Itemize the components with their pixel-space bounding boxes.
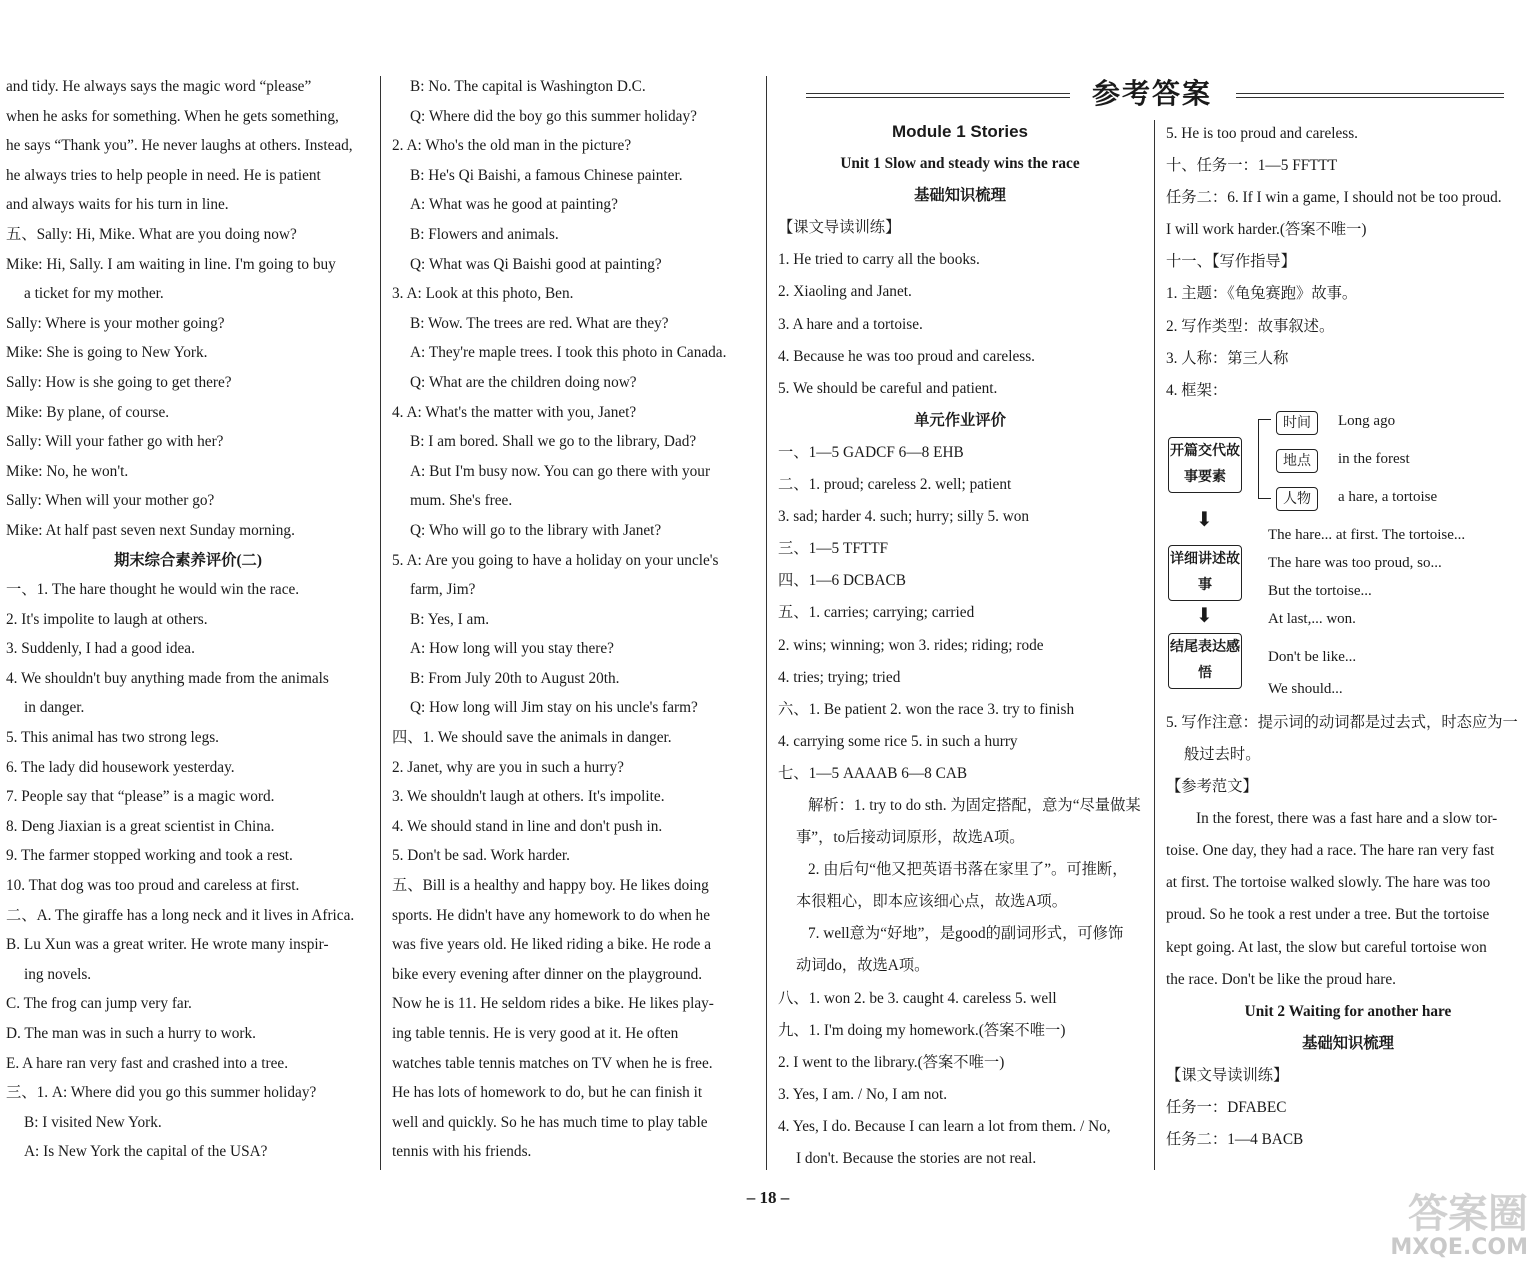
- text-line: 5. He is too proud and careless.: [1166, 125, 1359, 142]
- text-line: B: Flowers and animals.: [410, 225, 559, 243]
- text-line: E. A hare ran very fast and crashed into a tree.: [6, 1054, 289, 1072]
- text-line: ing novels.: [24, 965, 92, 983]
- text-line: 期末综合素养评价(二): [114, 551, 262, 569]
- text-line: 3. Yes, I am. / No, I am not.: [778, 1085, 948, 1103]
- text-line: 4. 框架：: [1166, 381, 1228, 399]
- framework-brace: [1258, 419, 1271, 499]
- text-line: 7. People say that “please” is a magic word.: [6, 788, 275, 806]
- framework-tag-text: in the forest: [1338, 450, 1410, 467]
- text-line: 4. We should stand in line and don't push in.: [392, 817, 663, 835]
- section-title: 基础知识梳理: [1302, 1034, 1394, 1052]
- text-line: 5. 写作注意：提示词的动词都是过去式，时态应为一: [1166, 713, 1518, 731]
- text-line: 2. A: Who's the old man in the picture?: [392, 137, 632, 155]
- text-line: 动词do，故选A项。: [796, 957, 930, 975]
- text-line: Mike: She is going to New York.: [6, 344, 208, 362]
- text-line: 任务一：DFABEC: [1166, 1098, 1287, 1116]
- text-line: In the forest, there was a fast hare and a slow tor-: [1196, 810, 1498, 828]
- text-line: 2. It's impolite to laugh at others.: [6, 610, 208, 628]
- text-line: 任务二：1—4 BACB: [1166, 1131, 1304, 1149]
- unit-title: Unit 1 Slow and steady wins the race: [840, 155, 1080, 173]
- framework-ending-text: Don't be like...: [1268, 648, 1357, 665]
- text-line: and tidy. He always says the magic word “please”: [6, 78, 312, 95]
- text-line: 三、1. A: Where did you go this summer holiday?: [6, 1084, 317, 1102]
- text-line: 3. Suddenly, I had a good idea.: [6, 640, 195, 658]
- text-line: A: They're maple trees. I took this photo in Canada.: [410, 344, 727, 362]
- text-line: 4. carrying some rice 5. in such a hurry: [778, 732, 1018, 750]
- text-line: 5. This animal has two strong legs.: [6, 729, 220, 747]
- framework-body-text: The hare was too proud, so...: [1268, 554, 1442, 571]
- text-line: Q: How long will Jim stay on his uncle's farm?: [410, 699, 698, 717]
- text-line: B. Lu Xun was a great writer. He wrote many inspir-: [6, 936, 329, 954]
- text-line: mum. She's free.: [410, 492, 513, 510]
- framework-body-text: At last,... won.: [1268, 610, 1356, 627]
- text-line: 五、Sally: Hi, Mike. What are you doing now?: [6, 225, 297, 243]
- text-line: at first. The tortoise walked slowly. The hare was too: [1166, 874, 1491, 892]
- text-line: in danger.: [24, 699, 85, 717]
- text-line: tennis with his friends.: [392, 1143, 532, 1161]
- column-3: [778, 116, 1142, 1175]
- text-line: 5. Don't be sad. Work harder.: [392, 847, 570, 865]
- text-line: 4. tries; trying; tried: [778, 668, 901, 686]
- watermark-logo: [1390, 1192, 1528, 1260]
- text-line: 九、1. I'm doing my homework.(答案不唯一): [778, 1021, 1066, 1039]
- text-line: 八、1. won 2. be 3. caught 4. careless 5. well: [778, 989, 1057, 1007]
- down-arrow-icon: ⬇: [1196, 506, 1213, 531]
- text-line: 七、1—5 AAAAB 6—8 CAB: [778, 764, 968, 782]
- text-line: 【参考范文】: [1166, 778, 1258, 796]
- text-line: watches table tennis matches on TV when he is free.: [392, 1054, 713, 1072]
- text-line: ing table tennis. He is very good at it. He often: [392, 1025, 679, 1042]
- text-line: he always tries to help people in need. He is patient: [6, 166, 321, 184]
- text-line: B: I am bored. Shall we go to the library, Dad?: [410, 433, 697, 451]
- text-line: 1. 主题：《龟兔赛跑》故事。: [1166, 285, 1358, 303]
- text-line: C. The frog can jump very far.: [6, 995, 192, 1013]
- module-title: Module 1 Stories: [891, 122, 1029, 141]
- framework-box-ending: 结尾表达感悟: [1168, 633, 1242, 689]
- answer-header: [800, 74, 1504, 114]
- text-line: 2. 由后句“他又把英语书落在家里了”。可推断，: [808, 861, 1128, 879]
- text-line: 1. He tried to carry all the books.: [778, 251, 980, 269]
- down-arrow-icon: ⬇: [1196, 602, 1213, 627]
- text-line: 10. That dog was too proud and careless at first.: [6, 877, 300, 895]
- header-title: 参考答案: [1091, 77, 1212, 110]
- text-line: 四、1. We should save the animals in danger.: [392, 729, 672, 747]
- text-line: Q: What are the children doing now?: [410, 373, 637, 391]
- text-line: 本很粗心，即本应该细心点，故选A项。: [796, 893, 1068, 911]
- text-line: 3. 人称：第三人称: [1166, 349, 1289, 367]
- text-line: a ticket for my mother.: [24, 285, 164, 303]
- text-line: He has lots of homework to do, but he can finish it: [392, 1084, 703, 1102]
- unit-title: Unit 2 Waiting for another hare: [1244, 1002, 1452, 1020]
- text-line: 9. The farmer stopped working and took a rest.: [6, 847, 293, 865]
- text-line: he says “Thank you”. He never laughs at others. Instead,: [6, 137, 353, 155]
- text-line: kept going. At last, the slow but careful tortoise won: [1166, 938, 1487, 956]
- text-line: Q: Who will go to the library with Janet?: [410, 521, 662, 539]
- text-line: 三、1—5 TFTTF: [778, 540, 889, 558]
- text-line: Q: Where did the boy go this summer holiday?: [410, 107, 697, 125]
- column-1: [6, 72, 370, 1167]
- text-line: 般过去时。: [1184, 745, 1261, 763]
- text-line: the race. Don't be like the proud hare.: [1166, 970, 1396, 988]
- text-line: A: But I'm busy now. You can go there with your: [410, 462, 711, 480]
- text-line: 十一、【写作指导】: [1166, 253, 1297, 271]
- text-line: proud. So he took a rest under a tree. But the tortoise: [1166, 906, 1490, 924]
- text-line: 5. We should be careful and patient.: [778, 379, 998, 397]
- column-2: [392, 72, 756, 1167]
- text-line: 3. A hare and a tortoise.: [778, 315, 923, 333]
- text-line: 五、1. carries; carrying; carried: [778, 604, 975, 622]
- section-title: 基础知识梳理: [914, 187, 1006, 205]
- text-line: 四、1—6 DCBACB: [778, 572, 906, 590]
- text-line: Sally: Where is your mother going?: [6, 314, 225, 332]
- text-line: bike every evening after dinner on the playground.: [392, 965, 703, 983]
- section-title: 单元作业评价: [914, 411, 1006, 429]
- framework-tag-text: Long ago: [1338, 412, 1396, 429]
- text-line: 3. A: Look at this photo, Ben.: [392, 285, 574, 303]
- text-line: Sally: When will your mother go?: [6, 492, 215, 510]
- text-line: was five years old. He liked riding a bike. He rode a: [392, 936, 712, 954]
- watermark-url: MXQE.COM: [1390, 1235, 1528, 1260]
- text-line: well and quickly. So he has much time to play table: [392, 1113, 708, 1131]
- text-line: 8. Deng Jiaxian is a great scientist in China.: [6, 817, 275, 835]
- text-line: Sally: Will your father go with her?: [6, 433, 224, 451]
- text-line: 【课文导读训练】: [1166, 1066, 1289, 1084]
- text-line: A: What was he good at painting?: [410, 196, 618, 214]
- text-line: 4. We shouldn't buy anything made from the animals: [6, 669, 329, 687]
- text-line: 2. wins; winning; won 3. rides; riding; rode: [778, 636, 1044, 654]
- text-line: 解析：1. try to do sth. 为固定搭配，意为“尽量做某: [808, 796, 1141, 814]
- text-line: and always waits for his turn in line.: [6, 196, 229, 214]
- text-line: 3. We shouldn't laugh at others. It's impolite.: [392, 788, 665, 806]
- text-line: farm, Jim?: [410, 581, 476, 599]
- text-line: 二、1. proud; careless 2. well; patient: [778, 476, 1012, 494]
- text-line: 4. Yes, I do. Because I can learn a lot from them. / No,: [778, 1117, 1111, 1135]
- text-line: B: From July 20th to August 20th.: [410, 669, 620, 687]
- framework-tag-character: 人物: [1276, 487, 1318, 511]
- text-line: Now he is 11. He seldom rides a bike. He likes play-: [392, 995, 714, 1013]
- text-line: I don't. Because the stories are not real.: [796, 1150, 1037, 1167]
- text-line: Mike: At half past seven next Sunday morning.: [6, 521, 295, 539]
- text-line: I will work harder.(答案不唯一): [1166, 221, 1367, 239]
- column-divider: [380, 76, 381, 1170]
- framework-box-opening: 开篇交代故事要素: [1168, 437, 1242, 493]
- framework-tag-time: 时间: [1276, 411, 1318, 435]
- writing-framework-diagram: [1166, 407, 1530, 681]
- text-line: 二、A. The giraffe has a long neck and it lives in Africa.: [6, 906, 355, 924]
- framework-box-body: 详细讲述故事: [1168, 545, 1242, 601]
- text-line: 5. A: Are you going to have a holiday on your uncle's: [392, 551, 719, 569]
- text-line: 2. Janet, why are you in such a hurry?: [392, 758, 624, 776]
- text-line: B: No. The capital is Washington D.C.: [410, 78, 646, 95]
- column-divider: [1154, 120, 1155, 1170]
- text-line: Q: What was Qi Baishi good at painting?: [410, 255, 662, 273]
- text-line: A: Is New York the capital of the USA?: [24, 1143, 268, 1161]
- text-line: A: How long will you stay there?: [410, 640, 614, 658]
- text-line: B: Wow. The trees are red. What are they?: [410, 314, 669, 332]
- text-line: sports. He didn't have any homework to do when he: [392, 906, 710, 924]
- text-line: 任务二：6. If I win a game, I should not be too proud.: [1166, 189, 1502, 207]
- text-line: Sally: How is she going to get there?: [6, 373, 232, 391]
- text-line: 7. well意为“好地”，是good的副词形式，可修饰: [808, 925, 1124, 943]
- text-line: 2. I went to the library.(答案不唯一): [778, 1053, 1005, 1071]
- text-line: Mike: No, he won't.: [6, 462, 129, 480]
- text-line: 3. sad; harder 4. such; hurry; silly 5. won: [778, 508, 1030, 526]
- text-line: 六、1. Be patient 2. won the race 3. try to finish: [778, 700, 1075, 718]
- text-line: 五、Bill is a healthy and happy boy. He likes doing: [392, 877, 709, 895]
- text-line: B: He's Qi Baishi, a famous Chinese painter.: [410, 166, 683, 184]
- text-line: 4. A: What's the matter with you, Janet?: [392, 403, 637, 421]
- text-line: B: Yes, I am.: [410, 610, 490, 628]
- text-line: 4. Because he was too proud and careless.: [778, 347, 1035, 365]
- text-line: 6. The lady did housework yesterday.: [6, 758, 235, 776]
- watermark-text: 答案圈: [1408, 1191, 1528, 1237]
- framework-body-text: But the tortoise...: [1268, 582, 1372, 599]
- framework-tag-place: 地点: [1276, 449, 1318, 473]
- text-line: 事”，to后接动词原形，故选A项。: [796, 829, 1025, 847]
- text-line: when he asks for something. When he gets something,: [6, 107, 339, 125]
- framework-body-text: The hare... at first. The tortoise...: [1268, 526, 1466, 543]
- framework-tag-text: a hare, a tortoise: [1338, 488, 1438, 505]
- text-line: 十、任务一：1—5 FFTTT: [1166, 157, 1338, 175]
- header-rule-right: [1236, 93, 1504, 98]
- text-line: Mike: By plane, of course.: [6, 403, 170, 421]
- text-line: 一、1. The hare thought he would win the race.: [6, 581, 300, 599]
- column-4: [1166, 118, 1530, 1156]
- page-number: – 18 –: [746, 1188, 790, 1207]
- text-line: 【课文导读训练】: [778, 219, 901, 237]
- text-line: toise. One day, they had a race. The hare ran very fast: [1166, 842, 1495, 860]
- column-divider: [766, 76, 767, 1170]
- text-line: 2. Xiaoling and Janet.: [778, 283, 912, 301]
- framework-ending-text: We should...: [1268, 680, 1343, 697]
- text-line: Mike: Hi, Sally. I am waiting in line. I'm going to buy: [6, 255, 336, 273]
- text-line: D. The man was in such a hurry to work.: [6, 1025, 256, 1042]
- text-line: B: I visited New York.: [24, 1113, 162, 1131]
- text-line: 一、1—5 GADCF 6—8 EHB: [778, 443, 964, 461]
- text-line: 2. 写作类型：故事叙述。: [1166, 317, 1335, 335]
